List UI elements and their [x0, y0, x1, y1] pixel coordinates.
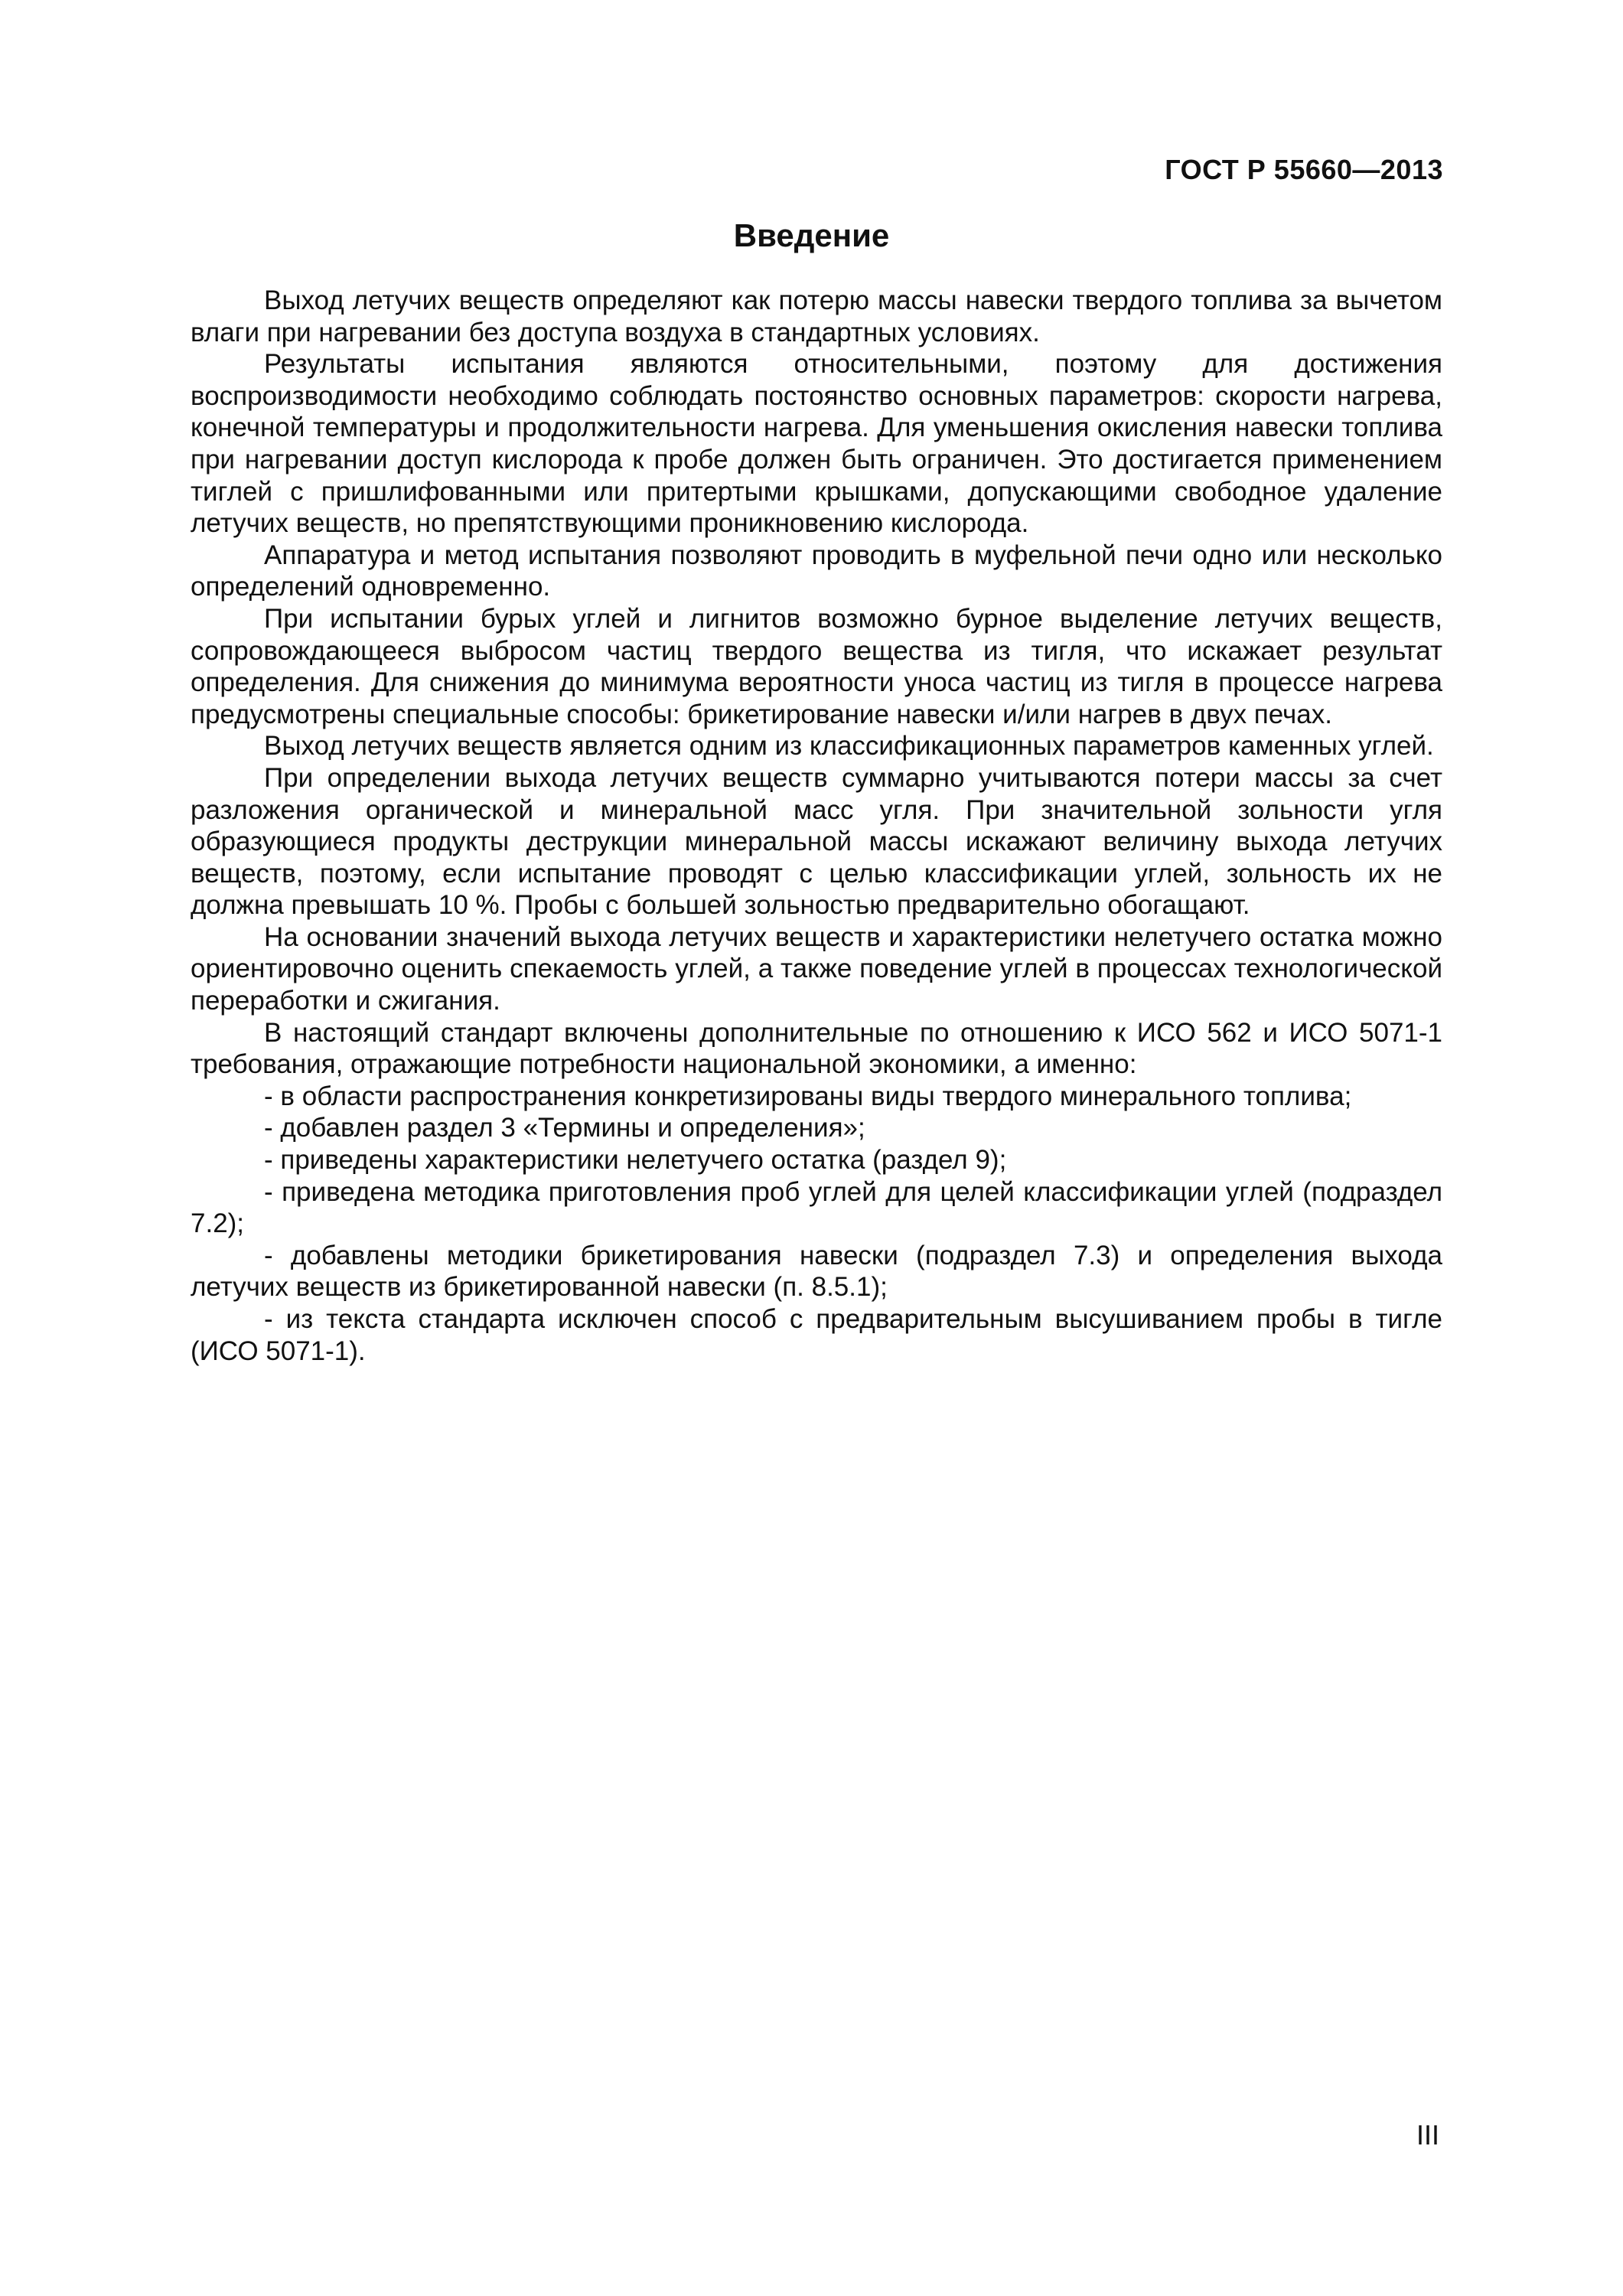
- document-code: ГОСТ Р 55660—2013: [1165, 154, 1443, 185]
- list-item: - из текста стандарта исключен способ с предварительным высушиванием пробы в тигле (ИСО 5071-1).: [191, 1304, 1442, 1366]
- body-text: [191, 285, 1442, 1367]
- list-item: - добавлены методики брикетирования навески (подраздел 7.3) и определения выхода летучих веществ из брикетированной навески (п. 8.5.1);: [191, 1240, 1442, 1303]
- paragraph: Аппаратура и метод испытания позволяют проводить в муфельной печи одно или несколько определений одновременно.: [191, 540, 1442, 602]
- paragraph: При определении выхода летучих веществ суммарно учитываются потери массы за счет разложения органической и минеральной масс угля. При значительной зольности угля образующиеся продукты деструкции минеральной массы искажают величину выхода летучих веществ, поэтому, если испытание проводят с целью классификации углей, зольность их не должна превышать 10 %. Пробы с большей зольностью предварительно обогащают.: [191, 762, 1442, 921]
- list-item: - приведены характеристики нелетучего остатка (раздел 9);: [264, 1145, 1007, 1176]
- section-title: Введение: [733, 217, 890, 253]
- page-number: III: [1416, 2119, 1439, 2151]
- paragraph: Результаты испытания являются относительными, поэтому для достижения воспроизводимости необходимо соблюдать постоянство основных параметров: скорости нагрева, конечной температуры и продолжительности нагрева. Для уменьшения окисления навески топлива при нагревании доступ кислорода к пробе должен быть ограничен. Это достигается применением тиглей с пришлифованными или притертыми крышками, допускающими свободное удаление летучих веществ, но препятствующими проникновению кислорода.: [191, 349, 1442, 539]
- paragraph: Выход летучих веществ определяют как потерю массы навески твердого топлива за вычетом влаги при нагревании без доступа воздуха в стандартных условиях.: [191, 285, 1442, 347]
- paragraph: При испытании бурых углей и лигнитов возможно бурное выделение летучих веществ, сопровождающееся выбросом частиц твердого вещества из тигля, что искажает результат определения. Для снижения до минимума вероятности уноса частиц из тигля в процессе нагрева предусмотрены специальные способы: брикетирование навески и/или нагрев в двух печах.: [191, 603, 1442, 729]
- paragraph: На основании значений выхода летучих веществ и характеристики нелетучего остатка можно ориентировочно оценить спекаемость углей, а также поведение углей в процессах технологической переработки и сжигания.: [191, 921, 1442, 1016]
- paragraph: В настоящий стандарт включены дополнительные по отношению к ИСО 562 и ИСО 5071-1 требования, отражающие потребности национальной экономики, а именно:: [191, 1017, 1442, 1080]
- paragraph: Выход летучих веществ является одним из классификационных параметров каменных углей.: [264, 731, 1434, 762]
- list-item: - добавлен раздел 3 «Термины и определения»;: [264, 1113, 865, 1143]
- list-item: - в области распространения конкретизированы виды твердого минерального топлива;: [264, 1081, 1352, 1111]
- list-item: - приведена методика приготовления проб углей для целей классификации углей (подраздел 7.2);: [191, 1176, 1442, 1239]
